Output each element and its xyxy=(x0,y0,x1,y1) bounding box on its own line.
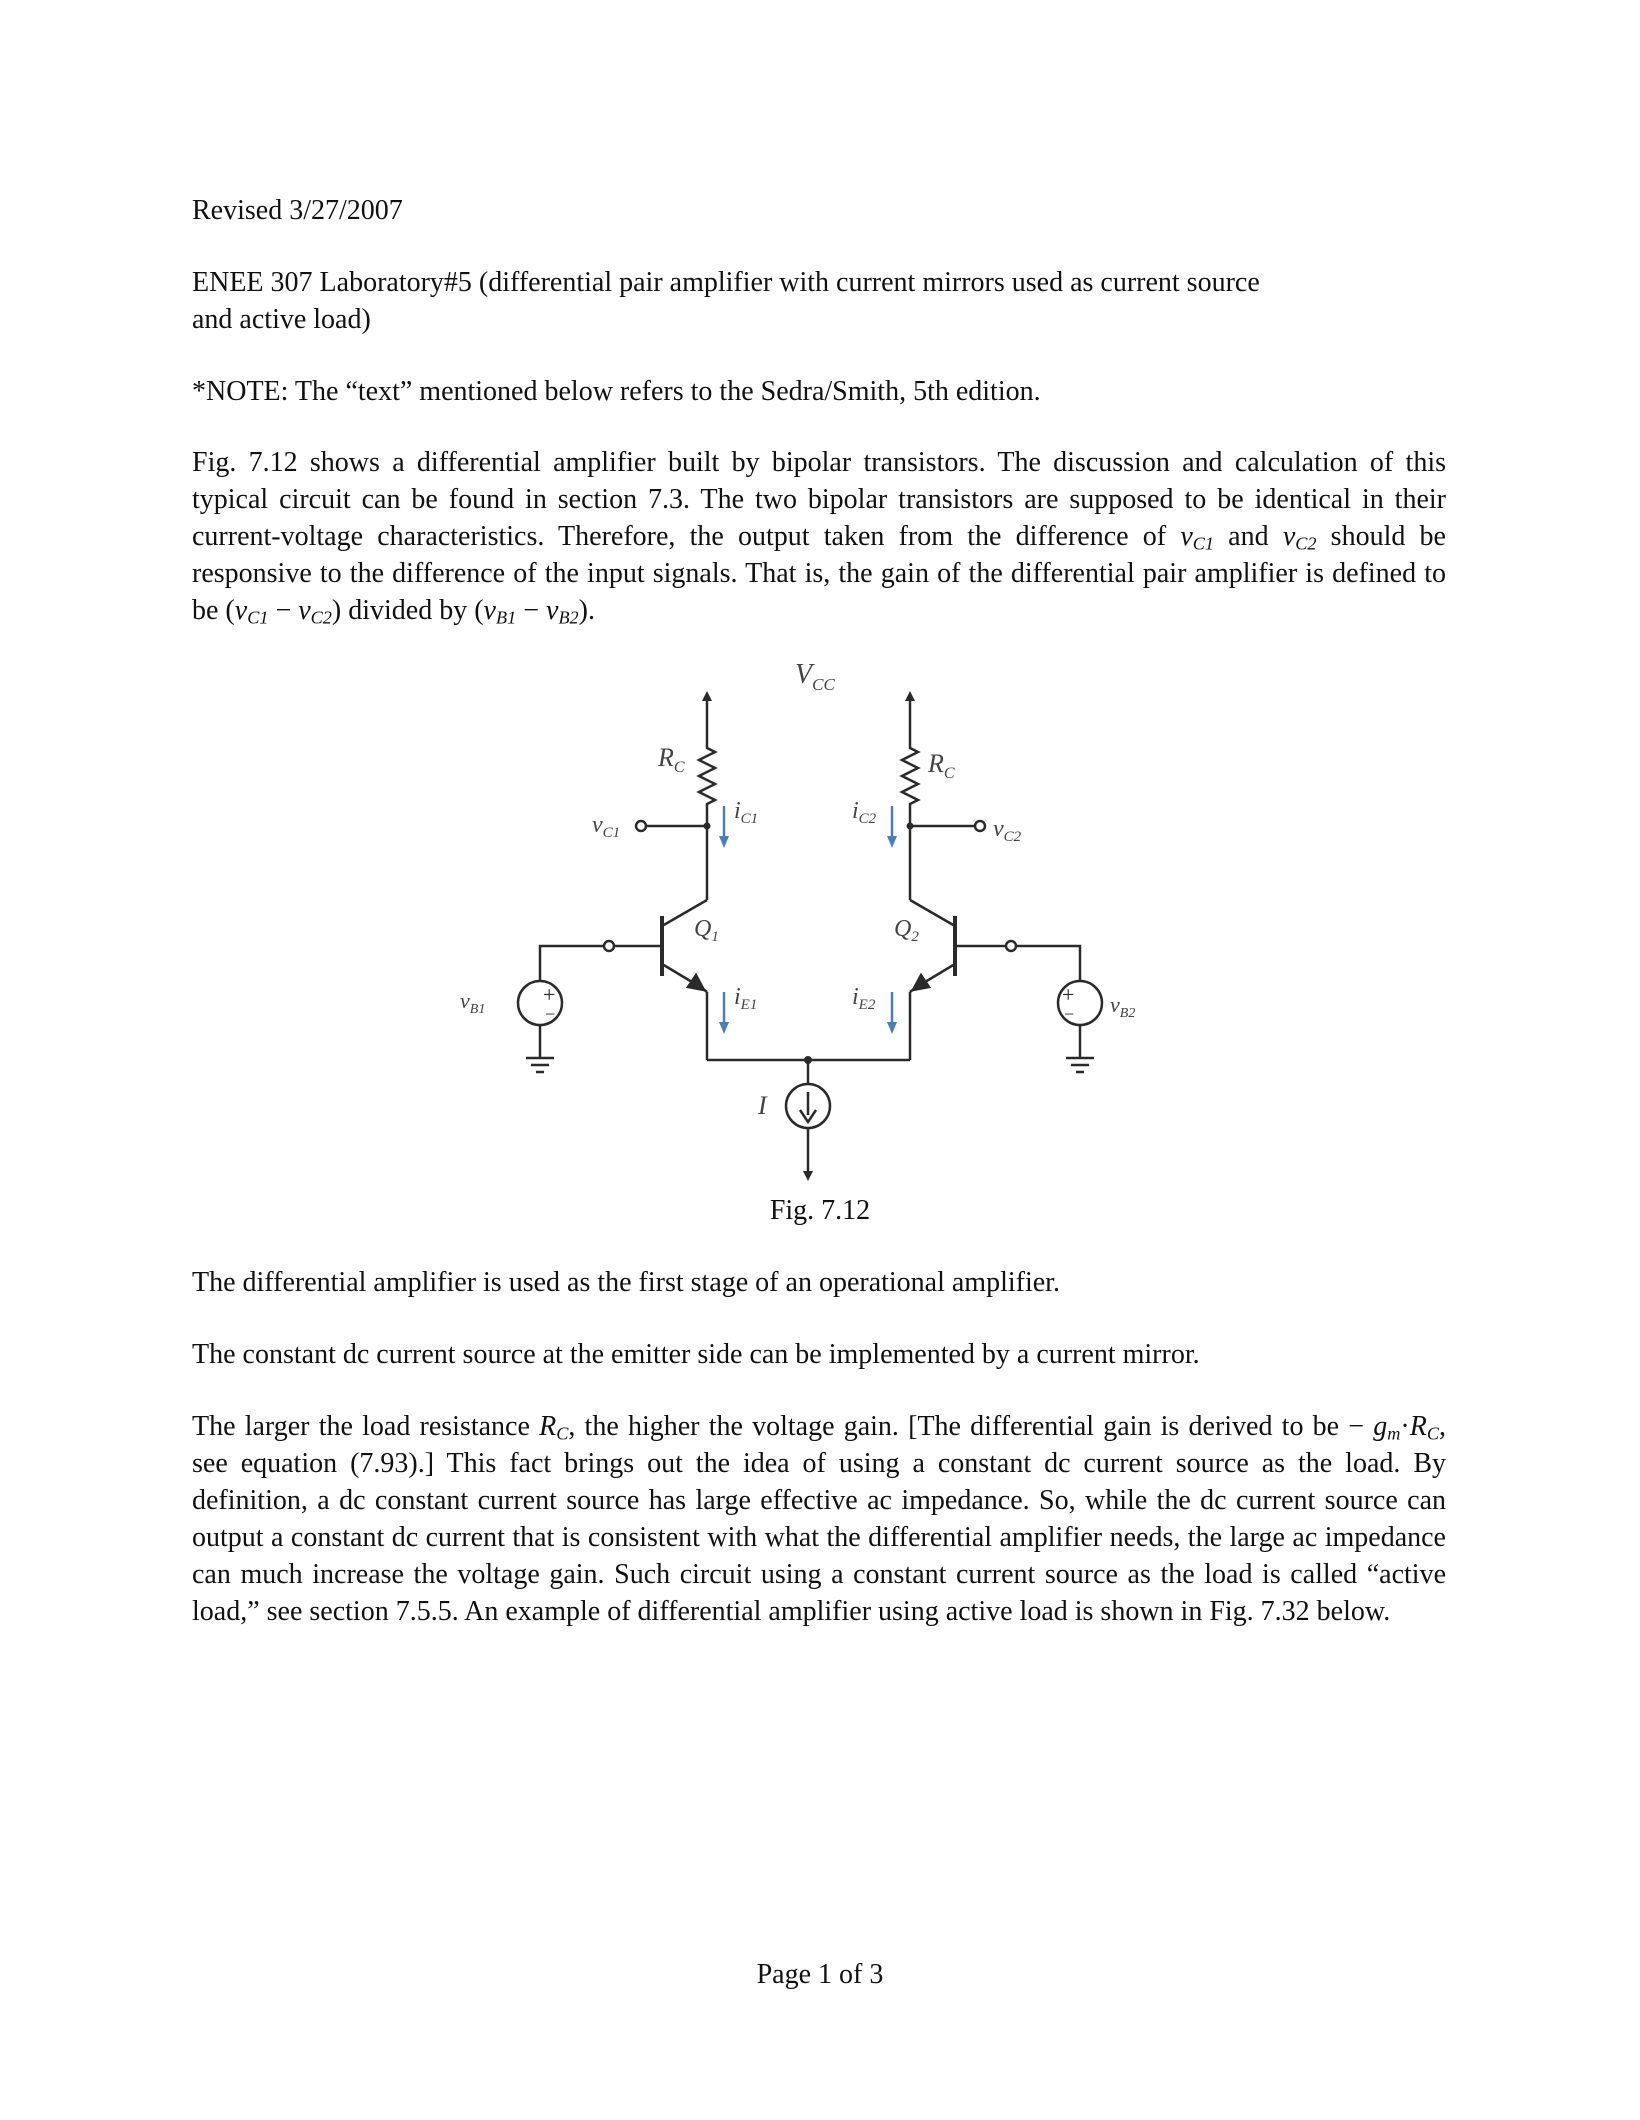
intro-text-4: ). xyxy=(578,595,595,626)
lab-title-line2: and active load) xyxy=(192,304,371,335)
rc-right-label: $R_C$ xyxy=(928,749,955,782)
vc1-terminal xyxy=(636,821,646,831)
vb2-wire xyxy=(1016,946,1080,980)
resistor-rc-right xyxy=(902,740,918,812)
paragraph-current-mirror: The constant dc current source at the emitter side can be implemented by a current mirror. xyxy=(192,1339,1200,1370)
var-vc1b: v xyxy=(234,595,248,626)
ic1-arrow-head xyxy=(719,836,729,848)
vb2-minus: − xyxy=(1064,1004,1075,1024)
source-polarity-marks xyxy=(543,982,1074,1024)
active-load-text-2: , the higher the voltage gain. [The differential gain is derived to be − xyxy=(568,1411,1374,1442)
node-dot-vc2 xyxy=(907,823,914,830)
q1-base-terminal xyxy=(604,941,614,951)
ic2-arrow-head xyxy=(887,836,897,848)
var-rc: R xyxy=(539,1411,557,1442)
intro-and: and xyxy=(1213,521,1283,552)
node-dot-tail xyxy=(804,1056,812,1064)
ic2-label: $i_{C2}$ xyxy=(852,798,877,827)
var-vb2-sub: B2 xyxy=(558,607,579,628)
vc2-terminal xyxy=(975,821,985,831)
var-vb1: v xyxy=(483,595,496,626)
figure-caption: Fig. 7.12 xyxy=(769,1195,871,1226)
var-vc2b: v xyxy=(298,595,311,626)
paragraph-active-load xyxy=(192,1408,1446,1630)
ie1-label: $i_{E1}$ xyxy=(734,984,758,1013)
paragraph-first-stage: The differential amplifier is used as the first stage of an operational amplifier. xyxy=(192,1267,1060,1298)
intro-text-1: Fig. 7.12 shows a differential amplifier built by bipolar transistors. The discussion and calculation of this typical circuit can be found in section 7.3. The two bipolar transistors are supposed to be identical in their current-voltage characteristics. Therefore, the output taken from the difference of xyxy=(192,447,1446,552)
intro-text-2: should be responsive to the difference of the input signals. That is, the gain of the differential pair amplifier is defined to be ( xyxy=(192,521,1446,626)
intro-minus-2: − xyxy=(516,595,546,626)
page-number: Page 1 of 3 xyxy=(756,1959,884,1990)
q2-label: $Q_2$ xyxy=(894,916,919,945)
circuit-diagram xyxy=(440,660,1200,1200)
ic1-label: $i_{C1}$ xyxy=(734,798,759,827)
vb2-label: $v_{B2}$ xyxy=(1110,992,1136,1021)
vb1-label: $v_{B1}$ xyxy=(460,988,486,1017)
var-vb2: v xyxy=(546,595,559,626)
q2-emitter-arrow xyxy=(913,975,929,990)
intro-paragraph xyxy=(192,444,1446,629)
vb1-wire xyxy=(540,946,604,980)
current-i-label: I xyxy=(758,1091,767,1120)
q2-collector xyxy=(910,900,955,926)
vc2-label: $v_{C2}$ xyxy=(993,816,1022,845)
q1-emitter-arrow xyxy=(688,975,704,990)
resistor-rc-left xyxy=(699,740,715,812)
var-vc1-sub: C1 xyxy=(1192,533,1214,554)
ie2-label: $i_{E2}$ xyxy=(852,984,876,1013)
var-rc-sub: C xyxy=(556,1423,569,1444)
active-load-text-3: , see equation (7.93).] This fact brings out the idea of using a constant dc current source as the load. By definition, a dc constant current source has large effective ac impedance. So, while the dc current source can output a constant dc current that is consistent with what the differential amplifier needs, the large ac impedance can much increase the voltage gain. Such circuit using a constant current source as the load is called “active load,” see section 7.5.5. An example of differential amplifier using active load is shown in Fig. 7.32 below. xyxy=(192,1411,1446,1627)
intro-minus-1: − xyxy=(268,595,299,626)
revised-date: Revised 3/27/2007 xyxy=(192,195,403,226)
var-vc1b-sub: C1 xyxy=(247,607,269,628)
q2-base-terminal xyxy=(1006,941,1016,951)
var-gm-sub: m xyxy=(1387,1423,1401,1444)
var-vc2-sub: C2 xyxy=(1295,533,1317,554)
var-vc2b-sub: C2 xyxy=(310,607,332,628)
vb1-plus: + xyxy=(543,982,556,1007)
vc1-label: $v_{C1}$ xyxy=(592,812,621,841)
circuit-wires xyxy=(518,696,1102,1176)
rc-left-label: $R_C$ xyxy=(658,743,685,776)
intro-text-3: ) divided by ( xyxy=(331,595,484,626)
var-vc2: v xyxy=(1282,521,1296,552)
q2-emitter-joint xyxy=(910,988,915,992)
ie1-arrow-head xyxy=(719,1022,729,1034)
var-vb1-sub: B1 xyxy=(495,607,517,628)
vcc-label: $V_{CC}$ xyxy=(795,660,835,694)
node-dot-vc1 xyxy=(704,823,711,830)
q1-emitter-joint xyxy=(702,988,707,992)
diff-amp-circuit-figure xyxy=(440,660,1200,1200)
var-rc2-sub: C xyxy=(1426,1423,1439,1444)
var-rc2: R xyxy=(1409,1411,1427,1442)
var-vc1: v xyxy=(1180,521,1193,552)
edition-note: *NOTE: The “text” mentioned below refers to the Sedra/Smith, 5th edition. xyxy=(192,376,1041,407)
circuit-labels xyxy=(460,743,1135,1120)
multiply-dot: · xyxy=(1400,1411,1410,1442)
var-gm: g xyxy=(1373,1411,1388,1442)
vb1-minus: − xyxy=(545,1004,556,1024)
q1-label: $Q_1$ xyxy=(694,916,719,945)
ie2-arrow-head xyxy=(887,1022,897,1034)
vb2-plus: + xyxy=(1062,982,1075,1007)
lab-title-line1: ENEE 307 Laboratory#5 (differential pair amplifier with current mirrors used as current source xyxy=(192,267,1260,298)
active-load-text-1: The larger the load resistance xyxy=(192,1411,540,1442)
